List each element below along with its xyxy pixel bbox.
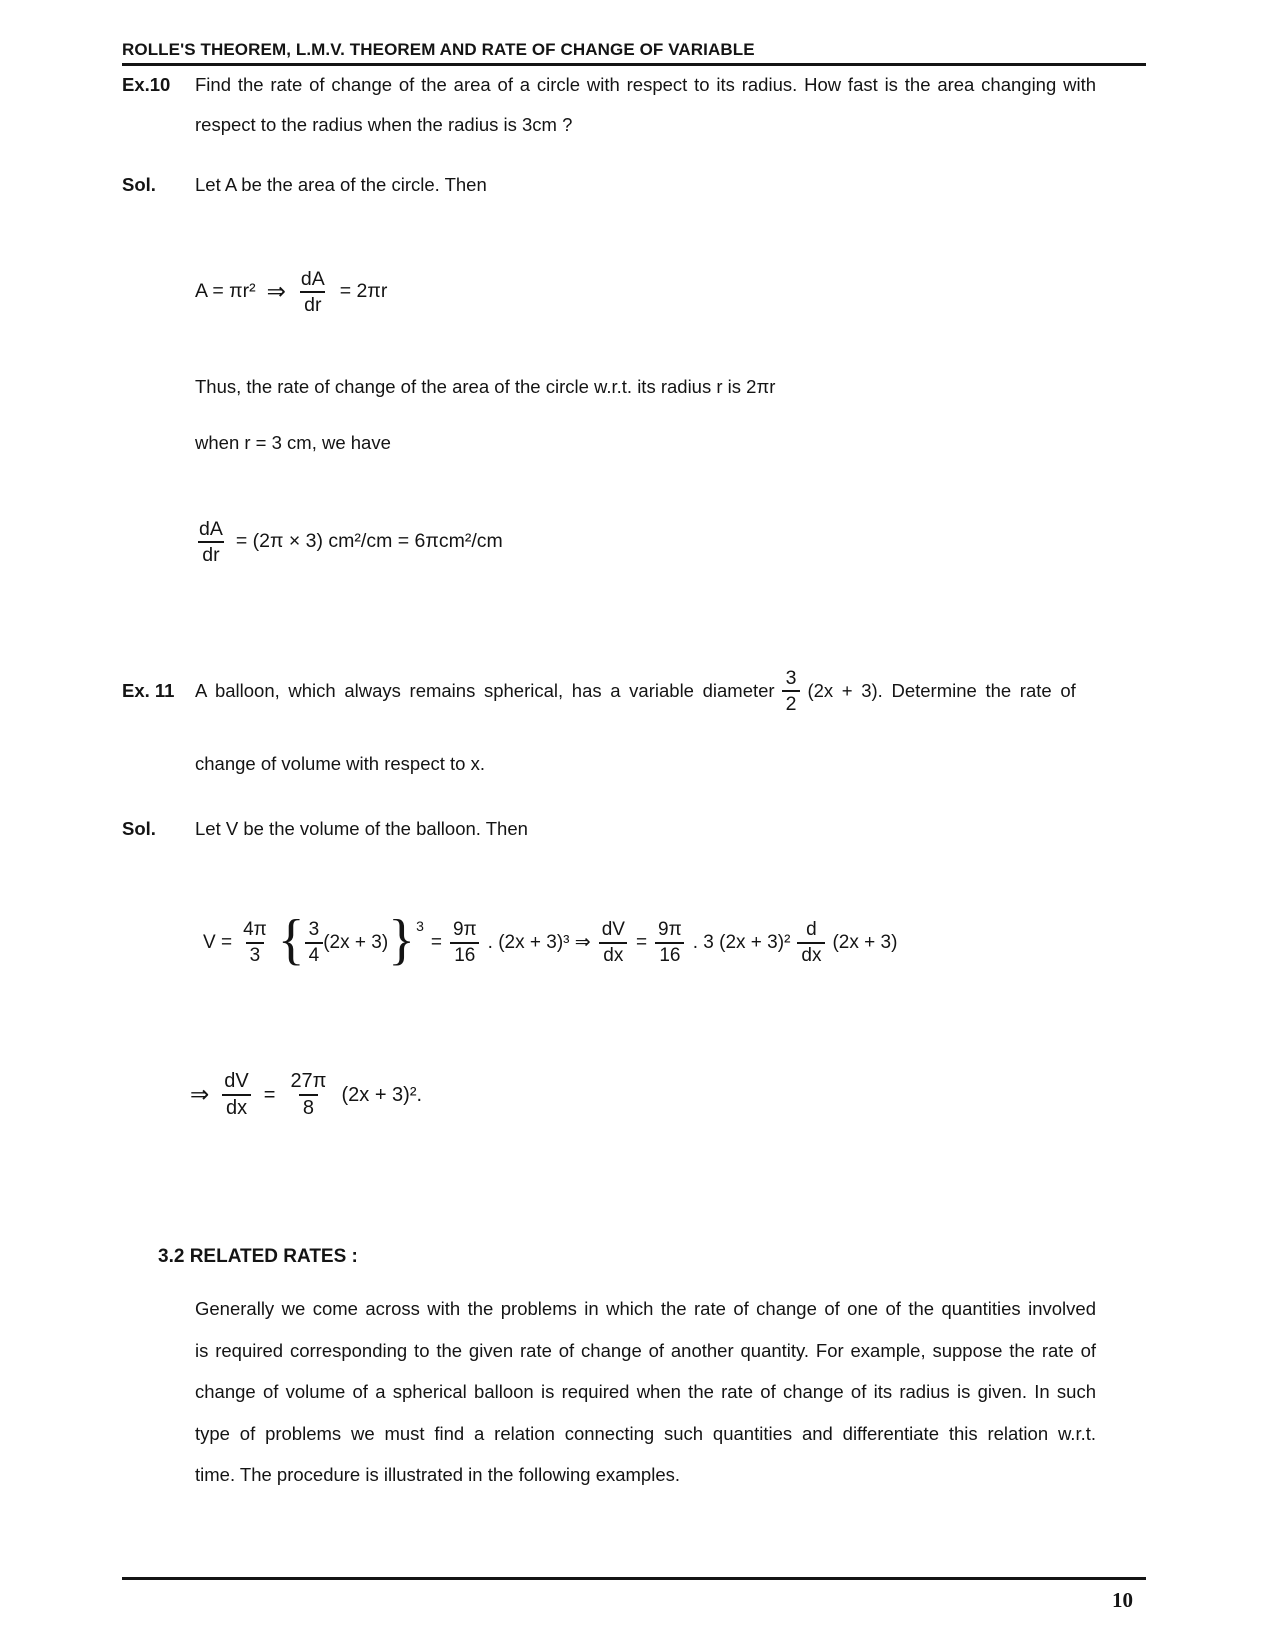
ex10-label: Ex.10 (122, 74, 171, 95)
equals-sign: = (263, 1084, 276, 1106)
section-paragraph (195, 1288, 1096, 1496)
fraction-denominator: dx (222, 1094, 251, 1121)
fraction-denominator: 4 (305, 942, 324, 968)
fraction-numerator: 4π (243, 919, 267, 941)
open-brace: { (277, 908, 305, 971)
fraction-numerator: d (806, 919, 817, 941)
ex10-sol-label: Sol. (122, 174, 156, 195)
fraction-dV-dx (598, 918, 629, 968)
ex10-sol-text: Let A be the area of the circle. Then (195, 174, 487, 195)
paragraph-line: change of volume of a spherical balloon is required when the rate of change of its radius is given. In such (195, 1381, 1096, 1402)
equals-sign: = (635, 931, 648, 953)
equation-lhs: A = πr² (195, 280, 256, 303)
implies-arrow-icon: ⇒ (266, 278, 286, 305)
ex11-question-post: (2x + 3). Determine the rate of (807, 679, 1076, 701)
fraction-denominator: 2 (782, 690, 801, 716)
header-rule (122, 63, 1146, 66)
equation-result (190, 1060, 422, 1130)
implies-arrow-icon: ⇒ (190, 1081, 210, 1108)
ex11-sol-label: Sol. (122, 818, 156, 839)
fraction-dV-dx (220, 1069, 252, 1121)
section-heading: 3.2 RELATED RATES : (158, 1246, 358, 1267)
equation-volume (203, 903, 897, 983)
fraction-numerator: dA (199, 517, 223, 540)
fraction-dA-dr (195, 517, 227, 568)
brace-exponent: 3 (416, 917, 424, 934)
fraction-dA-dr (297, 267, 329, 318)
fraction-denominator: dr (198, 541, 223, 567)
equation-mid-term: . (2x + 3)³ ⇒ (487, 931, 591, 953)
paragraph-line: time. The procedure is illustrated in the following examples. (195, 1464, 681, 1485)
fraction-3-4 (305, 918, 324, 968)
fraction-9pi-16 (449, 918, 481, 968)
fraction-numerator: dA (300, 267, 325, 290)
fraction-3-2 (782, 666, 801, 717)
equation-rhs: = (2π × 3) cm²/cm = 6πcm²/cm (235, 530, 503, 553)
equals-sign: = (430, 931, 442, 953)
ex10-question-line2: respect to the radius when the radius is 3cm ? (195, 114, 573, 135)
fraction-denominator: 16 (450, 942, 479, 968)
page-number: 10 (1112, 1588, 1133, 1612)
fraction-4pi-3 (239, 918, 271, 968)
equation-tail: (2x + 3)². (341, 1084, 423, 1106)
ex10-when-line: when r = 3 cm, we have (195, 432, 391, 453)
ex11-label: Ex. 11 (122, 679, 175, 701)
fraction-numerator: dV (224, 1070, 249, 1092)
fraction-denominator: 3 (246, 942, 265, 968)
close-brace: } (388, 908, 416, 971)
fraction-9pi-16 (654, 918, 686, 968)
ex11-question-line2: change of volume with respect to x. (195, 753, 485, 774)
braced-inner-term: (2x + 3) (323, 931, 389, 953)
equation-mid-term2: . 3 (2x + 3)² (692, 931, 791, 953)
ex11-question-line1 (195, 655, 1076, 727)
footer-rule (122, 1577, 1146, 1580)
equation-rhs: = 2πr (339, 280, 388, 303)
fraction-denominator: dx (797, 942, 825, 968)
fraction-numerator: 27π (290, 1070, 327, 1092)
paragraph-line: is required corresponding to the given rate of change of another quantity. For example, suppose the rate of (195, 1339, 1096, 1361)
fraction-denominator: 16 (655, 942, 684, 968)
braced-expression (277, 908, 424, 971)
page-header-title: ROLLE'S THEOREM, L.M.V. THEOREM AND RATE OF CHANGE OF VARIABLE (122, 40, 755, 59)
paragraph-line: type of problems we must find a relation connecting such quantities and differentiate this relation w.r.t. (195, 1422, 1096, 1444)
ex11-sol-text: Let V be the volume of the balloon. Then (195, 818, 528, 839)
fraction-denominator: 8 (299, 1094, 318, 1121)
fraction-numerator: 3 (785, 666, 797, 689)
equation-tail: (2x + 3) (832, 931, 898, 953)
fraction-numerator: dV (601, 919, 625, 941)
fraction-27pi-8 (286, 1069, 330, 1121)
fraction-d-dx (797, 918, 825, 968)
fraction-numerator: 3 (308, 919, 320, 941)
paragraph-line: Generally we come across with the problems in which the rate of change of one of the quantities involved (195, 1298, 1096, 1319)
equation-rate-at-3cm (195, 502, 503, 582)
ex10-question-line1: Find the rate of change of the area of a circle with respect to its radius. How fast is the area changing with (195, 74, 1096, 95)
equation-lead: V = (203, 931, 233, 953)
equation-area-derivative (195, 252, 387, 332)
fraction-denominator: dx (599, 942, 627, 968)
fraction-numerator: 9π (658, 919, 682, 941)
fraction-denominator: dr (300, 291, 325, 317)
ex11-question-pre: A balloon, which always remains spherical, has a variable diameter (195, 679, 775, 701)
fraction-numerator: 9π (452, 919, 477, 941)
ex10-thus-line: Thus, the rate of change of the area of the circle w.r.t. its radius r is 2πr (195, 376, 776, 397)
